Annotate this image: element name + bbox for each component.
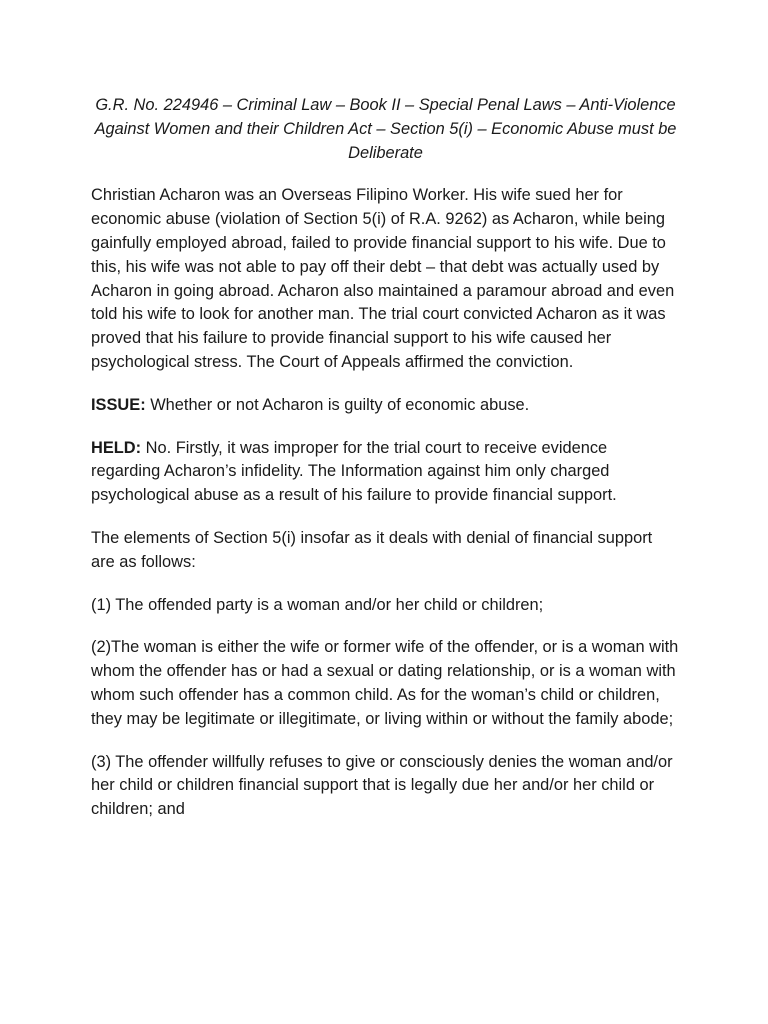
element-item-1: (1) The offended party is a woman and/or her child or children; <box>91 595 544 614</box>
issue-label: ISSUE: <box>91 395 146 414</box>
document-title: G.R. No. 224946 – Criminal Law – Book II – Special Penal Laws – Anti-Violence Against Women and their Children Act – Section 5(i) – Economic Abuse must be Deliberate <box>94 96 677 162</box>
elements-intro: The elements of Section 5(i) insofar as it deals with denial of financial support are as follows: <box>91 528 653 571</box>
issue-text: Whether or not Acharon is guilty of economic abuse. <box>145 395 530 414</box>
element-item-3: (3) The offender willfully refuses to give or consciously denies the woman and/or her child or children financial support that is legally due her and/or her child or children; and <box>91 752 673 819</box>
held-paragraph <box>91 437 680 508</box>
element-item-2: (2)The woman is either the wife or former wife of the offender, or is a woman with whom the offender has or had a sexual or dating relationship, or is a woman with whom such offender has a common child. As for the woman’s child or children, they may be legitimate or illegitimate, or living within or without the family abode; <box>91 638 679 728</box>
held-text: No. Firstly, it was improper for the trial court to receive evidence regarding Acharon’s infidelity. The Information against him only charged psychological abuse as a result of his failure to provide financial support. <box>91 438 617 505</box>
facts-paragraph: Christian Acharon was an Overseas Filipino Worker. His wife sued her for economic abuse (violation of Section 5(i) of R.A. 9262) as Acharon, while being gainfully employed abroad, failed to provide financial support to his wife. Due to this, his wife was not able to pay off their debt – that debt was actually used by Acharon in going abroad. Acharon also maintained a paramour abroad and even told his wife to look for another man. The trial court convicted Acharon as it was proved that his failure to provide financial support to his wife caused her psychological stress. The Court of Appeals affirmed the conviction. <box>91 186 675 371</box>
issue-paragraph <box>91 394 680 418</box>
held-label: HELD: <box>91 438 142 457</box>
